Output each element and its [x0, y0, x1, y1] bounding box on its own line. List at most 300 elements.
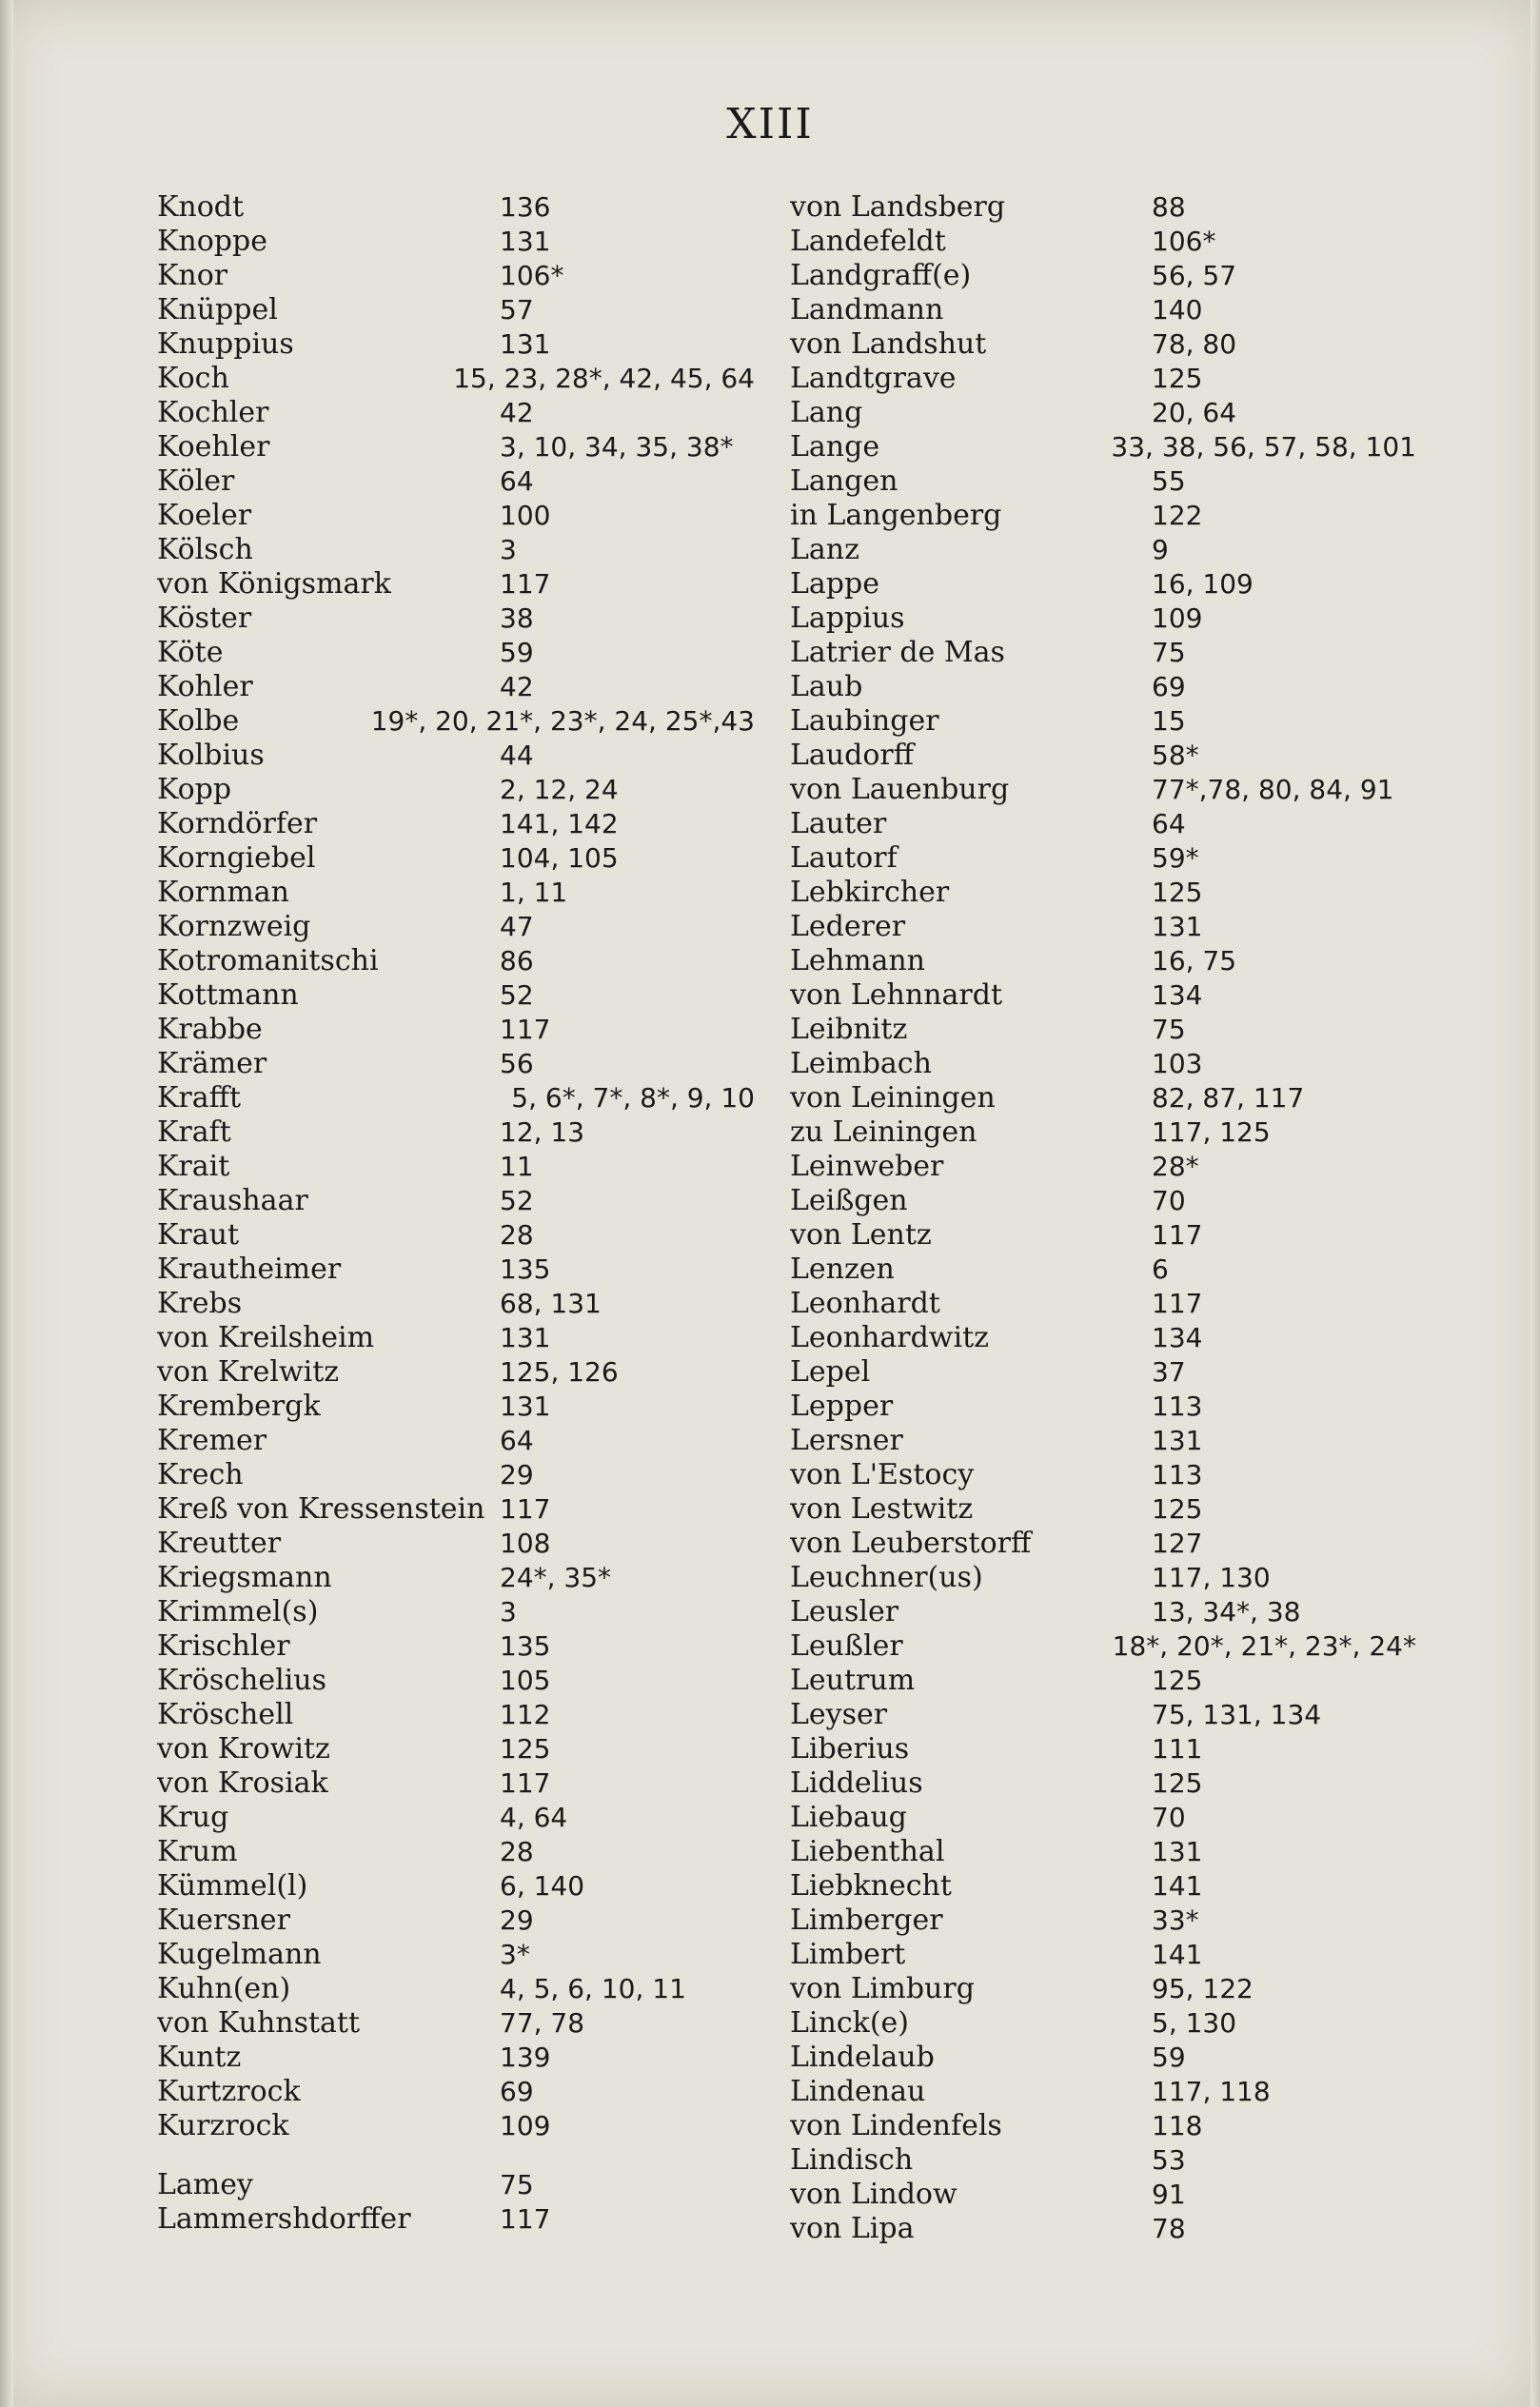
- index-entry: [157, 2075, 766, 2109]
- index-entry: [157, 1904, 766, 1938]
- entry-name: von Lehnnardt: [790, 978, 1002, 1012]
- entry-pages: 20, 64: [1152, 397, 1237, 428]
- entry-name: Kümmel(l): [157, 1869, 308, 1903]
- entry-name: Krämer: [157, 1047, 267, 1080]
- entry-pages: 64: [500, 465, 534, 497]
- entry-name: zu Leiningen: [790, 1115, 977, 1149]
- entry-name: Krautheimer: [157, 1253, 342, 1286]
- entry-pages: 6, 140: [500, 1870, 585, 1902]
- entry-name: Köte: [157, 636, 224, 669]
- index-entry: [790, 807, 1409, 841]
- index-entry: [157, 944, 766, 978]
- entry-name: Landgraff(e): [790, 259, 972, 292]
- index-entry: [157, 1047, 766, 1081]
- entry-pages: 29: [500, 1459, 534, 1490]
- entry-pages: 28*: [1152, 1151, 1199, 1182]
- index-entry: [790, 1801, 1409, 1835]
- index-column-left: [157, 190, 766, 2237]
- entry-pages: 103: [1152, 1048, 1203, 1079]
- entry-pages: 19*, 20, 21*, 23*, 24, 25*,43: [370, 705, 755, 737]
- index-entry: [157, 464, 766, 499]
- index-entry: [157, 2041, 766, 2075]
- index-entry: [157, 1424, 766, 1458]
- entry-name: Laudorff: [790, 739, 915, 772]
- index-entry: [790, 1150, 1409, 1184]
- entry-name: Krimmel(s): [157, 1595, 319, 1628]
- entry-name: Lappius: [790, 602, 905, 635]
- index-entry: [790, 2109, 1409, 2143]
- entry-pages: 24*, 35*: [500, 1562, 612, 1593]
- entry-pages: 127: [1152, 1528, 1203, 1559]
- entry-name: von Lindenfels: [790, 2109, 1002, 2142]
- entry-name: Korndörfer: [157, 807, 318, 840]
- entry-name: Knüppel: [157, 293, 278, 326]
- entry-name: Kurtzrock: [157, 2075, 301, 2108]
- entry-pages: 69: [500, 2076, 534, 2107]
- entry-pages: 11: [500, 1151, 534, 1182]
- index-entry: [157, 1492, 766, 1527]
- entry-pages: 18*, 20*, 21*, 23*, 24*: [1112, 1630, 1416, 1662]
- page-edge-right: [1530, 0, 1540, 2407]
- entry-name: Lehmann: [790, 944, 925, 977]
- entry-pages: 122: [1152, 500, 1203, 531]
- index-entry: [157, 773, 766, 807]
- page-number: XIII: [726, 100, 814, 148]
- entry-name: von Leuberstorff: [790, 1527, 1032, 1560]
- index-entry: [790, 636, 1409, 670]
- entry-pages: 111: [1152, 1733, 1203, 1765]
- entry-name: Lederer: [790, 910, 906, 943]
- entry-pages: 37: [1152, 1356, 1186, 1388]
- index-entry: [790, 841, 1409, 876]
- index-entry: [790, 1424, 1409, 1458]
- index-entry: [790, 1629, 1416, 1664]
- entry-name: Limberger: [790, 1904, 943, 1937]
- entry-name: von Landsberg: [790, 190, 1006, 224]
- index-entry: [157, 1732, 766, 1766]
- entry-pages: 118: [1152, 2110, 1203, 2141]
- entry-name: von Krowitz: [157, 1732, 330, 1766]
- index-entry: [157, 910, 766, 944]
- index-entry: [157, 362, 766, 396]
- index-entry: [157, 499, 766, 533]
- entry-name: Kohler: [157, 670, 253, 703]
- index-entry: [157, 1835, 766, 1869]
- index-entry: [157, 1218, 766, 1253]
- index-entry: [790, 1595, 1409, 1629]
- entry-name: Lepper: [790, 1390, 894, 1423]
- entry-name: Leinweber: [790, 1150, 944, 1183]
- entry-name: Kuhn(en): [157, 1972, 291, 2005]
- entry-pages: 9: [1152, 534, 1169, 565]
- index-entry: [157, 1150, 766, 1184]
- index-entry: [790, 2041, 1409, 2075]
- entry-name: Landefeldt: [790, 225, 946, 258]
- index-entry: [790, 1664, 1409, 1698]
- entry-pages: 44: [500, 740, 534, 771]
- entry-pages: 117: [500, 1493, 551, 1525]
- index-entry: [157, 533, 766, 567]
- index-entry: [790, 944, 1409, 978]
- entry-name: von Krosiak: [157, 1766, 328, 1800]
- entry-pages: 55: [1152, 465, 1186, 497]
- index-entry: [157, 1766, 766, 1801]
- entry-pages: 139: [500, 2042, 551, 2073]
- index-entry: [157, 1972, 766, 2006]
- index-entry: [157, 1184, 766, 1218]
- index-entry: [790, 430, 1416, 464]
- entry-pages: 42: [500, 397, 534, 428]
- index-entry: [157, 1115, 766, 1150]
- entry-name: Lange: [790, 430, 880, 464]
- entry-pages: 125: [1152, 1493, 1203, 1525]
- index-entry: [157, 1390, 766, 1424]
- index-entry: [790, 362, 1409, 396]
- entry-pages: 56: [500, 1048, 534, 1079]
- entry-pages: 56, 57: [1152, 260, 1237, 291]
- entry-pages: 5, 6*, 7*, 8*, 9, 10: [511, 1082, 755, 1114]
- entry-name: Lenzen: [790, 1253, 895, 1286]
- entry-pages: 104, 105: [500, 842, 619, 874]
- index-entry: [157, 1287, 766, 1321]
- entry-pages: 29: [500, 1904, 534, 1936]
- index-entry: [157, 602, 766, 636]
- entry-name: von Leiningen: [790, 1081, 996, 1115]
- entry-name: Liberius: [790, 1732, 910, 1766]
- index-entry: [157, 1595, 766, 1629]
- index-entry: [790, 1835, 1409, 1869]
- entry-pages: 100: [500, 500, 551, 531]
- index-entry: [790, 704, 1409, 739]
- index-entry: [157, 396, 766, 430]
- entry-name: Krum: [157, 1835, 238, 1868]
- entry-pages: 136: [500, 191, 551, 223]
- entry-name: Köster: [157, 602, 252, 635]
- entry-name: Leußler: [790, 1629, 903, 1663]
- entry-pages: 59: [500, 637, 534, 668]
- entry-name: Kröschell: [157, 1698, 294, 1731]
- entry-pages: 141: [1152, 1870, 1203, 1902]
- entry-pages: 75, 131, 134: [1152, 1699, 1322, 1730]
- index-entry: [157, 704, 766, 739]
- index-entry: [157, 978, 766, 1013]
- entry-name: Lersner: [790, 1424, 903, 1457]
- entry-name: Kriegsmann: [157, 1561, 332, 1594]
- index-entry: [790, 259, 1409, 293]
- entry-pages: 125: [1152, 1665, 1203, 1696]
- entry-pages: 16, 109: [1152, 568, 1254, 600]
- entry-pages: 3: [500, 534, 517, 565]
- entry-name: Leonhardt: [790, 1287, 940, 1320]
- index-entry: [157, 293, 766, 327]
- entry-pages: 16, 75: [1152, 945, 1237, 977]
- entry-name: Krug: [157, 1801, 229, 1834]
- entry-name: Knoppe: [157, 225, 267, 258]
- index-entry: [157, 807, 766, 841]
- index-entry: [790, 739, 1409, 773]
- entry-name: Landmann: [790, 293, 944, 326]
- entry-name: Krafft: [157, 1081, 242, 1115]
- index-entry: [790, 978, 1409, 1013]
- index-entry: [790, 2006, 1409, 2041]
- index-entry: [790, 670, 1409, 704]
- entry-name: Knuppius: [157, 327, 294, 361]
- entry-pages: 53: [1152, 2144, 1186, 2176]
- entry-pages: 131: [500, 328, 551, 360]
- entry-pages: 131: [500, 1391, 551, 1422]
- entry-name: Leonhardwitz: [790, 1321, 989, 1354]
- entry-pages: 117, 130: [1152, 1562, 1271, 1593]
- entry-pages: 113: [1152, 1459, 1203, 1490]
- entry-pages: 75: [500, 2169, 534, 2200]
- entry-pages: 109: [500, 2110, 551, 2141]
- index-entry: [790, 464, 1409, 499]
- entry-name: Linck(e): [790, 2006, 909, 2040]
- index-entry: [157, 2006, 766, 2041]
- entry-pages: 1, 11: [500, 877, 568, 908]
- index-entry: [790, 1115, 1409, 1150]
- entry-pages: 57: [500, 294, 534, 326]
- entry-pages: 117: [500, 1014, 551, 1045]
- entry-pages: 6: [1152, 1253, 1169, 1285]
- entry-pages: 117: [1152, 1288, 1203, 1319]
- entry-name: Krabbe: [157, 1013, 263, 1046]
- index-entry: [790, 2178, 1409, 2212]
- index-entry: [157, 1321, 766, 1355]
- entry-name: von L'Estocy: [790, 1458, 975, 1491]
- entry-pages: 117: [500, 1767, 551, 1799]
- entry-name: Laubinger: [790, 704, 939, 738]
- entry-name: von Kuhnstatt: [157, 2006, 361, 2040]
- entry-name: Lang: [790, 396, 863, 429]
- entry-pages: 64: [500, 1425, 534, 1456]
- entry-name: Kugelmann: [157, 1938, 322, 1971]
- index-entry: [157, 2202, 766, 2237]
- entry-name: Kotromanitschi: [157, 944, 379, 977]
- entry-pages: 68, 131: [500, 1288, 602, 1319]
- entry-pages: 42: [500, 671, 534, 702]
- index-entry: [157, 2109, 766, 2143]
- entry-name: Lindisch: [790, 2143, 914, 2177]
- entry-name: Kraft: [157, 1115, 231, 1149]
- entry-name: Lepel: [790, 1355, 871, 1389]
- index-entry: [157, 2168, 766, 2202]
- entry-name: Koch: [157, 362, 229, 395]
- entry-name: von Landshut: [790, 327, 987, 361]
- entry-pages: 78: [1152, 2213, 1186, 2244]
- entry-name: Köler: [157, 464, 235, 498]
- index-entry: [790, 602, 1409, 636]
- entry-name: Leutrum: [790, 1664, 916, 1697]
- entry-name: Leibnitz: [790, 1013, 908, 1046]
- entry-pages: 108: [500, 1528, 551, 1559]
- index-entry: [790, 1869, 1409, 1904]
- entry-name: Kreß von Kressenstein: [157, 1492, 485, 1526]
- index-entry: [157, 841, 766, 876]
- entry-name: Liddelius: [790, 1766, 923, 1800]
- page-edge-left: [0, 0, 13, 2407]
- entry-name: Lammershdorffer: [157, 2202, 411, 2236]
- entry-pages: 52: [500, 1185, 534, 1216]
- index-entry: [790, 499, 1409, 533]
- entry-name: Kraut: [157, 1218, 240, 1252]
- entry-name: Knor: [157, 259, 228, 292]
- entry-name: Koeler: [157, 499, 252, 532]
- entry-pages: 106*: [1152, 226, 1216, 257]
- index-entry: [790, 1390, 1409, 1424]
- entry-pages: 2, 12, 24: [500, 774, 619, 805]
- entry-pages: 58*: [1152, 740, 1199, 771]
- index-entry: [790, 293, 1409, 327]
- index-entry: [790, 1047, 1409, 1081]
- entry-pages: 59*: [1152, 842, 1199, 874]
- entry-name: Kröschelius: [157, 1664, 326, 1697]
- index-entry: [157, 567, 766, 602]
- entry-pages: 117: [500, 568, 551, 600]
- index-entry: [790, 327, 1409, 362]
- entry-name: Liebenthal: [790, 1835, 945, 1868]
- entry-pages: 125: [1152, 1767, 1203, 1799]
- index-entry: [790, 1698, 1409, 1732]
- index-entry: [790, 773, 1409, 807]
- entry-pages: 131: [1152, 1836, 1203, 1867]
- index-entry: [157, 430, 766, 464]
- entry-pages: 77*,78, 80, 84, 91: [1152, 774, 1394, 805]
- entry-name: Leusler: [790, 1595, 899, 1628]
- entry-name: von Lentz: [790, 1218, 932, 1252]
- index-entry: [790, 876, 1409, 910]
- entry-pages: 125: [1152, 877, 1203, 908]
- entry-pages: 113: [1152, 1391, 1203, 1422]
- index-entry: [790, 1253, 1409, 1287]
- entry-name: von Kreilsheim: [157, 1321, 375, 1354]
- entry-pages: 13, 34*, 38: [1152, 1596, 1301, 1628]
- entry-name: von Lindow: [790, 2178, 958, 2211]
- entry-pages: 28: [500, 1219, 534, 1251]
- index-entry: [790, 1013, 1409, 1047]
- index-entry: [157, 1081, 766, 1115]
- entry-pages: 131: [500, 1322, 551, 1353]
- index-entry: [157, 636, 766, 670]
- entry-name: von Lipa: [790, 2212, 915, 2245]
- index-entry: [790, 396, 1409, 430]
- entry-pages: 117, 118: [1152, 2076, 1271, 2107]
- entry-name: Krait: [157, 1150, 230, 1183]
- entry-name: von Lauenburg: [790, 773, 1010, 806]
- entry-pages: 28: [500, 1836, 534, 1867]
- entry-pages: 125: [1152, 363, 1203, 394]
- entry-pages: 64: [1152, 808, 1186, 839]
- entry-name: Liebknecht: [790, 1869, 952, 1903]
- entry-name: Koehler: [157, 430, 270, 464]
- entry-pages: 12, 13: [500, 1116, 585, 1148]
- index-entry: [157, 225, 766, 259]
- index-entry: [790, 1321, 1409, 1355]
- entry-name: Lautorf: [790, 841, 898, 875]
- index-entry: [790, 1561, 1409, 1595]
- entry-pages: 70: [1152, 1185, 1186, 1216]
- entry-pages: 15, 23, 28*, 42, 45, 64: [453, 363, 755, 394]
- entry-pages: 135: [500, 1253, 551, 1285]
- entry-pages: 141, 142: [500, 808, 619, 839]
- entry-pages: 75: [1152, 637, 1186, 668]
- entry-pages: 52: [500, 979, 534, 1011]
- entry-name: von Limburg: [790, 1972, 975, 2005]
- index-entry: [790, 1732, 1409, 1766]
- entry-pages: 125, 126: [500, 1356, 619, 1388]
- entry-name: von Königsmark: [157, 567, 391, 601]
- entry-pages: 69: [1152, 671, 1186, 702]
- entry-pages: 78, 80: [1152, 328, 1237, 360]
- index-entry: [790, 1904, 1409, 1938]
- index-entry: [790, 2143, 1409, 2178]
- entry-name: Kuntz: [157, 2041, 242, 2074]
- entry-pages: 59: [1152, 2042, 1186, 2073]
- entry-pages: 75: [1152, 1014, 1186, 1045]
- index-entry: [790, 567, 1409, 602]
- index-entry: [790, 1081, 1409, 1115]
- entry-pages: 140: [1152, 294, 1203, 326]
- entry-name: Kremer: [157, 1424, 267, 1457]
- entry-pages: 5, 130: [1152, 2007, 1237, 2039]
- index-entry: [790, 2212, 1409, 2246]
- index-entry: [790, 1458, 1409, 1492]
- index-entry: [157, 1801, 766, 1835]
- entry-pages: 95, 122: [1152, 1973, 1254, 2004]
- index-entry: [790, 1355, 1409, 1390]
- entry-pages: 4, 5, 6, 10, 11: [500, 1973, 686, 2004]
- entry-pages: 131: [500, 226, 551, 257]
- index-entry: [157, 670, 766, 704]
- index-entry: [157, 1629, 766, 1664]
- entry-pages: 77, 78: [500, 2007, 585, 2039]
- entry-name: Kochler: [157, 396, 269, 429]
- entry-name: Liebaug: [790, 1801, 907, 1834]
- entry-pages: 131: [1152, 911, 1203, 942]
- entry-name: Lindelaub: [790, 2041, 935, 2074]
- entry-pages: 117: [1152, 1219, 1203, 1251]
- index-entry: [790, 2075, 1409, 2109]
- entry-pages: 131: [1152, 1425, 1203, 1456]
- index-entry: [157, 1013, 766, 1047]
- index-entry: [157, 1527, 766, 1561]
- entry-pages: 47: [500, 911, 534, 942]
- entry-name: Limbert: [790, 1938, 906, 1971]
- entry-name: Kottmann: [157, 978, 299, 1012]
- entry-pages: 134: [1152, 979, 1203, 1011]
- index-entry: [157, 1698, 766, 1732]
- entry-name: von Lestwitz: [790, 1492, 974, 1526]
- entry-pages: 105: [500, 1665, 551, 1696]
- entry-name: Knodt: [157, 190, 245, 224]
- entry-pages: 106*: [500, 260, 564, 291]
- index-column-right: [790, 190, 1416, 2246]
- entry-name: Kornzweig: [157, 910, 311, 943]
- index-entry: [157, 190, 766, 225]
- entry-name: Latrier de Mas: [790, 636, 1005, 669]
- index-entry: [790, 225, 1409, 259]
- index-entry: [157, 1938, 766, 1972]
- entry-name: Lindenau: [790, 2075, 926, 2108]
- index-entry: [157, 1869, 766, 1904]
- index-entry: [157, 739, 766, 773]
- index-entry: [790, 190, 1409, 225]
- entry-name: Lebkircher: [790, 876, 950, 909]
- entry-pages: 112: [500, 1699, 551, 1730]
- index-entry: [790, 1492, 1409, 1527]
- entry-name: Kolbius: [157, 739, 265, 772]
- entry-pages: 33*: [1152, 1904, 1199, 1936]
